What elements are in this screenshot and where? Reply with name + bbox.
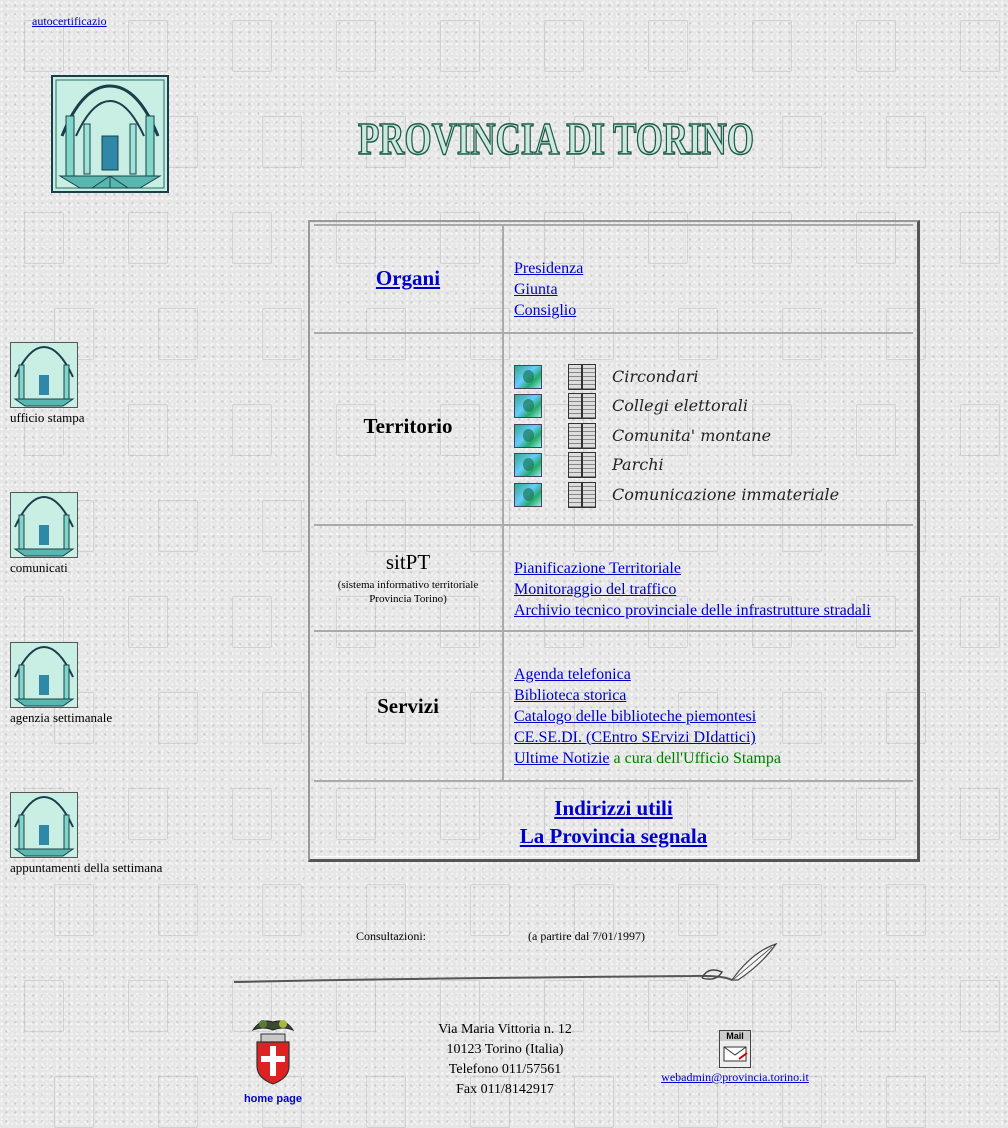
- territorio-label: Parchi: [612, 455, 664, 474]
- background-tile: [232, 20, 272, 72]
- territorio-item-comunita[interactable]: [514, 421, 771, 450]
- address-line: 10123 Torino (Italia): [446, 1042, 564, 1057]
- territorio-label: Circondari: [612, 367, 699, 386]
- section-organi: [314, 224, 913, 333]
- giunta-link[interactable]: Giunta: [514, 281, 558, 298]
- background-tile: [128, 980, 168, 1032]
- section-sitpt: [314, 524, 913, 631]
- sidebar-item-ufficio-stampa[interactable]: [10, 342, 85, 426]
- provincia-segnala-link[interactable]: La Provincia segnala: [519, 824, 708, 848]
- territorio-item-circondari[interactable]: [514, 362, 698, 391]
- feather-pen-divider-icon: [232, 942, 780, 990]
- background-tile: [262, 500, 302, 552]
- sidebar-label[interactable]: agenzia settimanale: [10, 710, 113, 725]
- background-tile: [158, 692, 198, 744]
- background-tile: [232, 596, 272, 648]
- background-tile: [158, 1076, 198, 1128]
- consiglio-link[interactable]: Consiglio: [514, 302, 577, 319]
- home-page-link[interactable]: [240, 1016, 306, 1105]
- background-tile: [24, 212, 64, 264]
- sitpt-subtitle: Provincia Torino): [369, 593, 447, 605]
- territorio-heading: Territorio: [363, 414, 453, 438]
- background-tile: [856, 20, 896, 72]
- section-servizi: [314, 630, 913, 781]
- globe-map-icon[interactable]: [514, 483, 542, 507]
- background-tile: [232, 404, 272, 456]
- indirizzi-utili-link[interactable]: Indirizzi utili: [554, 796, 673, 820]
- background-tile: [752, 20, 792, 72]
- background-tile: [158, 308, 198, 360]
- background-tile: [128, 20, 168, 72]
- territorio-item-collegi[interactable]: [514, 391, 748, 420]
- background-tile: [128, 404, 168, 456]
- address-block: [420, 1020, 590, 1100]
- page-title: [356, 110, 756, 166]
- background-tile: [886, 884, 926, 936]
- background-tile: [54, 884, 94, 936]
- catalogo-biblioteche-link[interactable]: Catalogo delle biblioteche piemontesi: [514, 708, 757, 725]
- presidenza-link[interactable]: Presidenza: [514, 260, 584, 277]
- background-tile: [960, 404, 1000, 456]
- sitpt-subtitle: (sistema informativo territoriale: [337, 579, 479, 591]
- background-tile: [960, 212, 1000, 264]
- background-tile: [856, 980, 896, 1032]
- globe-map-icon[interactable]: [514, 365, 542, 389]
- architecture-logo-icon: [52, 76, 168, 192]
- main-menu-table: [308, 220, 920, 862]
- background-tile: [262, 692, 302, 744]
- address-line: Fax 011/8142917: [456, 1082, 554, 1097]
- mail-block: [650, 1030, 820, 1086]
- ultime-notizie-link[interactable]: Ultime Notizie: [514, 750, 610, 767]
- sidebar-label[interactable]: appuntamenti della settimana: [10, 860, 163, 875]
- book-icon[interactable]: [568, 423, 596, 449]
- autocertificazione-link[interactable]: autocertificazio: [32, 14, 107, 28]
- background-tile: [960, 20, 1000, 72]
- agenda-telefonica-link[interactable]: Agenda telefonica: [514, 666, 631, 683]
- architecture-thumb-icon[interactable]: [10, 492, 78, 558]
- background-tile: [262, 884, 302, 936]
- background-tile: [960, 788, 1000, 840]
- background-tile: [960, 980, 1000, 1032]
- background-tile: [232, 788, 272, 840]
- sidebar-item-comunicati[interactable]: [10, 492, 78, 576]
- mail-envelope-icon[interactable]: [719, 1030, 751, 1068]
- background-tile: [960, 596, 1000, 648]
- background-tile: [440, 20, 480, 72]
- background-tile: [24, 596, 64, 648]
- background-tile: [128, 596, 168, 648]
- background-tile: [470, 884, 510, 936]
- background-tile: [782, 884, 822, 936]
- sidebar-item-appuntamenti[interactable]: [10, 792, 162, 876]
- archivio-tecnico-link[interactable]: Archivio tecnico provinciale delle infrastrutture stradali: [514, 602, 871, 619]
- book-icon[interactable]: [568, 482, 596, 508]
- background-tile: [336, 20, 376, 72]
- section-bottom-links: [314, 780, 913, 857]
- background-tile: [366, 1076, 406, 1128]
- sidebar-label[interactable]: comunicati: [10, 560, 68, 575]
- globe-map-icon[interactable]: [514, 424, 542, 448]
- monitoraggio-link[interactable]: Monitoraggio del traffico: [514, 581, 677, 598]
- webadmin-email-link[interactable]: webadmin@provincia.torino.it: [661, 1070, 809, 1084]
- page-title-text: PROVINCIA DI TORINO: [358, 113, 754, 164]
- section-territorio: [314, 332, 913, 525]
- territorio-item-parchi[interactable]: [514, 450, 664, 479]
- background-tile: [782, 116, 822, 168]
- book-icon[interactable]: [568, 364, 596, 390]
- architecture-thumb-icon[interactable]: [10, 642, 78, 708]
- territorio-label: Comunita' montane: [612, 426, 772, 445]
- pianificazione-link[interactable]: Pianificazione Territoriale: [514, 560, 681, 577]
- territorio-label: Comunicazione immateriale: [612, 485, 840, 504]
- organi-link[interactable]: Organi: [375, 266, 441, 290]
- background-tile: [886, 1076, 926, 1128]
- territorio-label: Collegi elettorali: [612, 396, 748, 415]
- biblioteca-storica-link[interactable]: Biblioteca storica: [514, 687, 627, 704]
- address-line: Telefono 011/57561: [448, 1062, 562, 1077]
- background-tile: [678, 884, 718, 936]
- background-tile: [232, 212, 272, 264]
- background-tile: [262, 308, 302, 360]
- background-tile: [158, 500, 198, 552]
- mail-tag[interactable]: Mail: [720, 1031, 750, 1041]
- background-tile: [158, 884, 198, 936]
- architecture-thumb-icon[interactable]: [10, 342, 78, 408]
- background-tile: [54, 1076, 94, 1128]
- servizi-heading: Servizi: [377, 694, 439, 718]
- background-tile: [24, 980, 64, 1032]
- sidebar-item-agenzia-settimanale[interactable]: [10, 642, 112, 726]
- background-tile: [128, 212, 168, 264]
- architecture-thumb-icon[interactable]: [10, 792, 78, 858]
- consultazioni-since: (a partire dal 7/01/1997): [528, 929, 645, 943]
- territorio-item-comunicazione[interactable]: [514, 480, 839, 509]
- ufficio-stampa-note: a cura dell'Ufficio Stampa: [613, 750, 781, 767]
- cesedi-link[interactable]: CE.SE.DI. (CEntro SErvizi DIdattici): [514, 729, 756, 746]
- globe-map-icon[interactable]: [514, 394, 542, 418]
- background-tile: [262, 116, 302, 168]
- background-tile: [648, 20, 688, 72]
- background-tile: [544, 20, 584, 72]
- address-line: Via Maria Vittoria n. 12: [438, 1022, 572, 1037]
- book-icon[interactable]: [568, 393, 596, 419]
- sidebar-label[interactable]: ufficio stampa: [10, 410, 85, 425]
- home-page-label[interactable]: home page: [243, 1093, 303, 1105]
- sitpt-heading: sitPT: [385, 550, 431, 574]
- provincia-coat-of-arms-icon[interactable]: [247, 1016, 299, 1088]
- consultazioni-label: Consultazioni:: [356, 929, 426, 943]
- globe-map-icon[interactable]: [514, 453, 542, 477]
- background-tile: [886, 116, 926, 168]
- book-icon[interactable]: [568, 452, 596, 478]
